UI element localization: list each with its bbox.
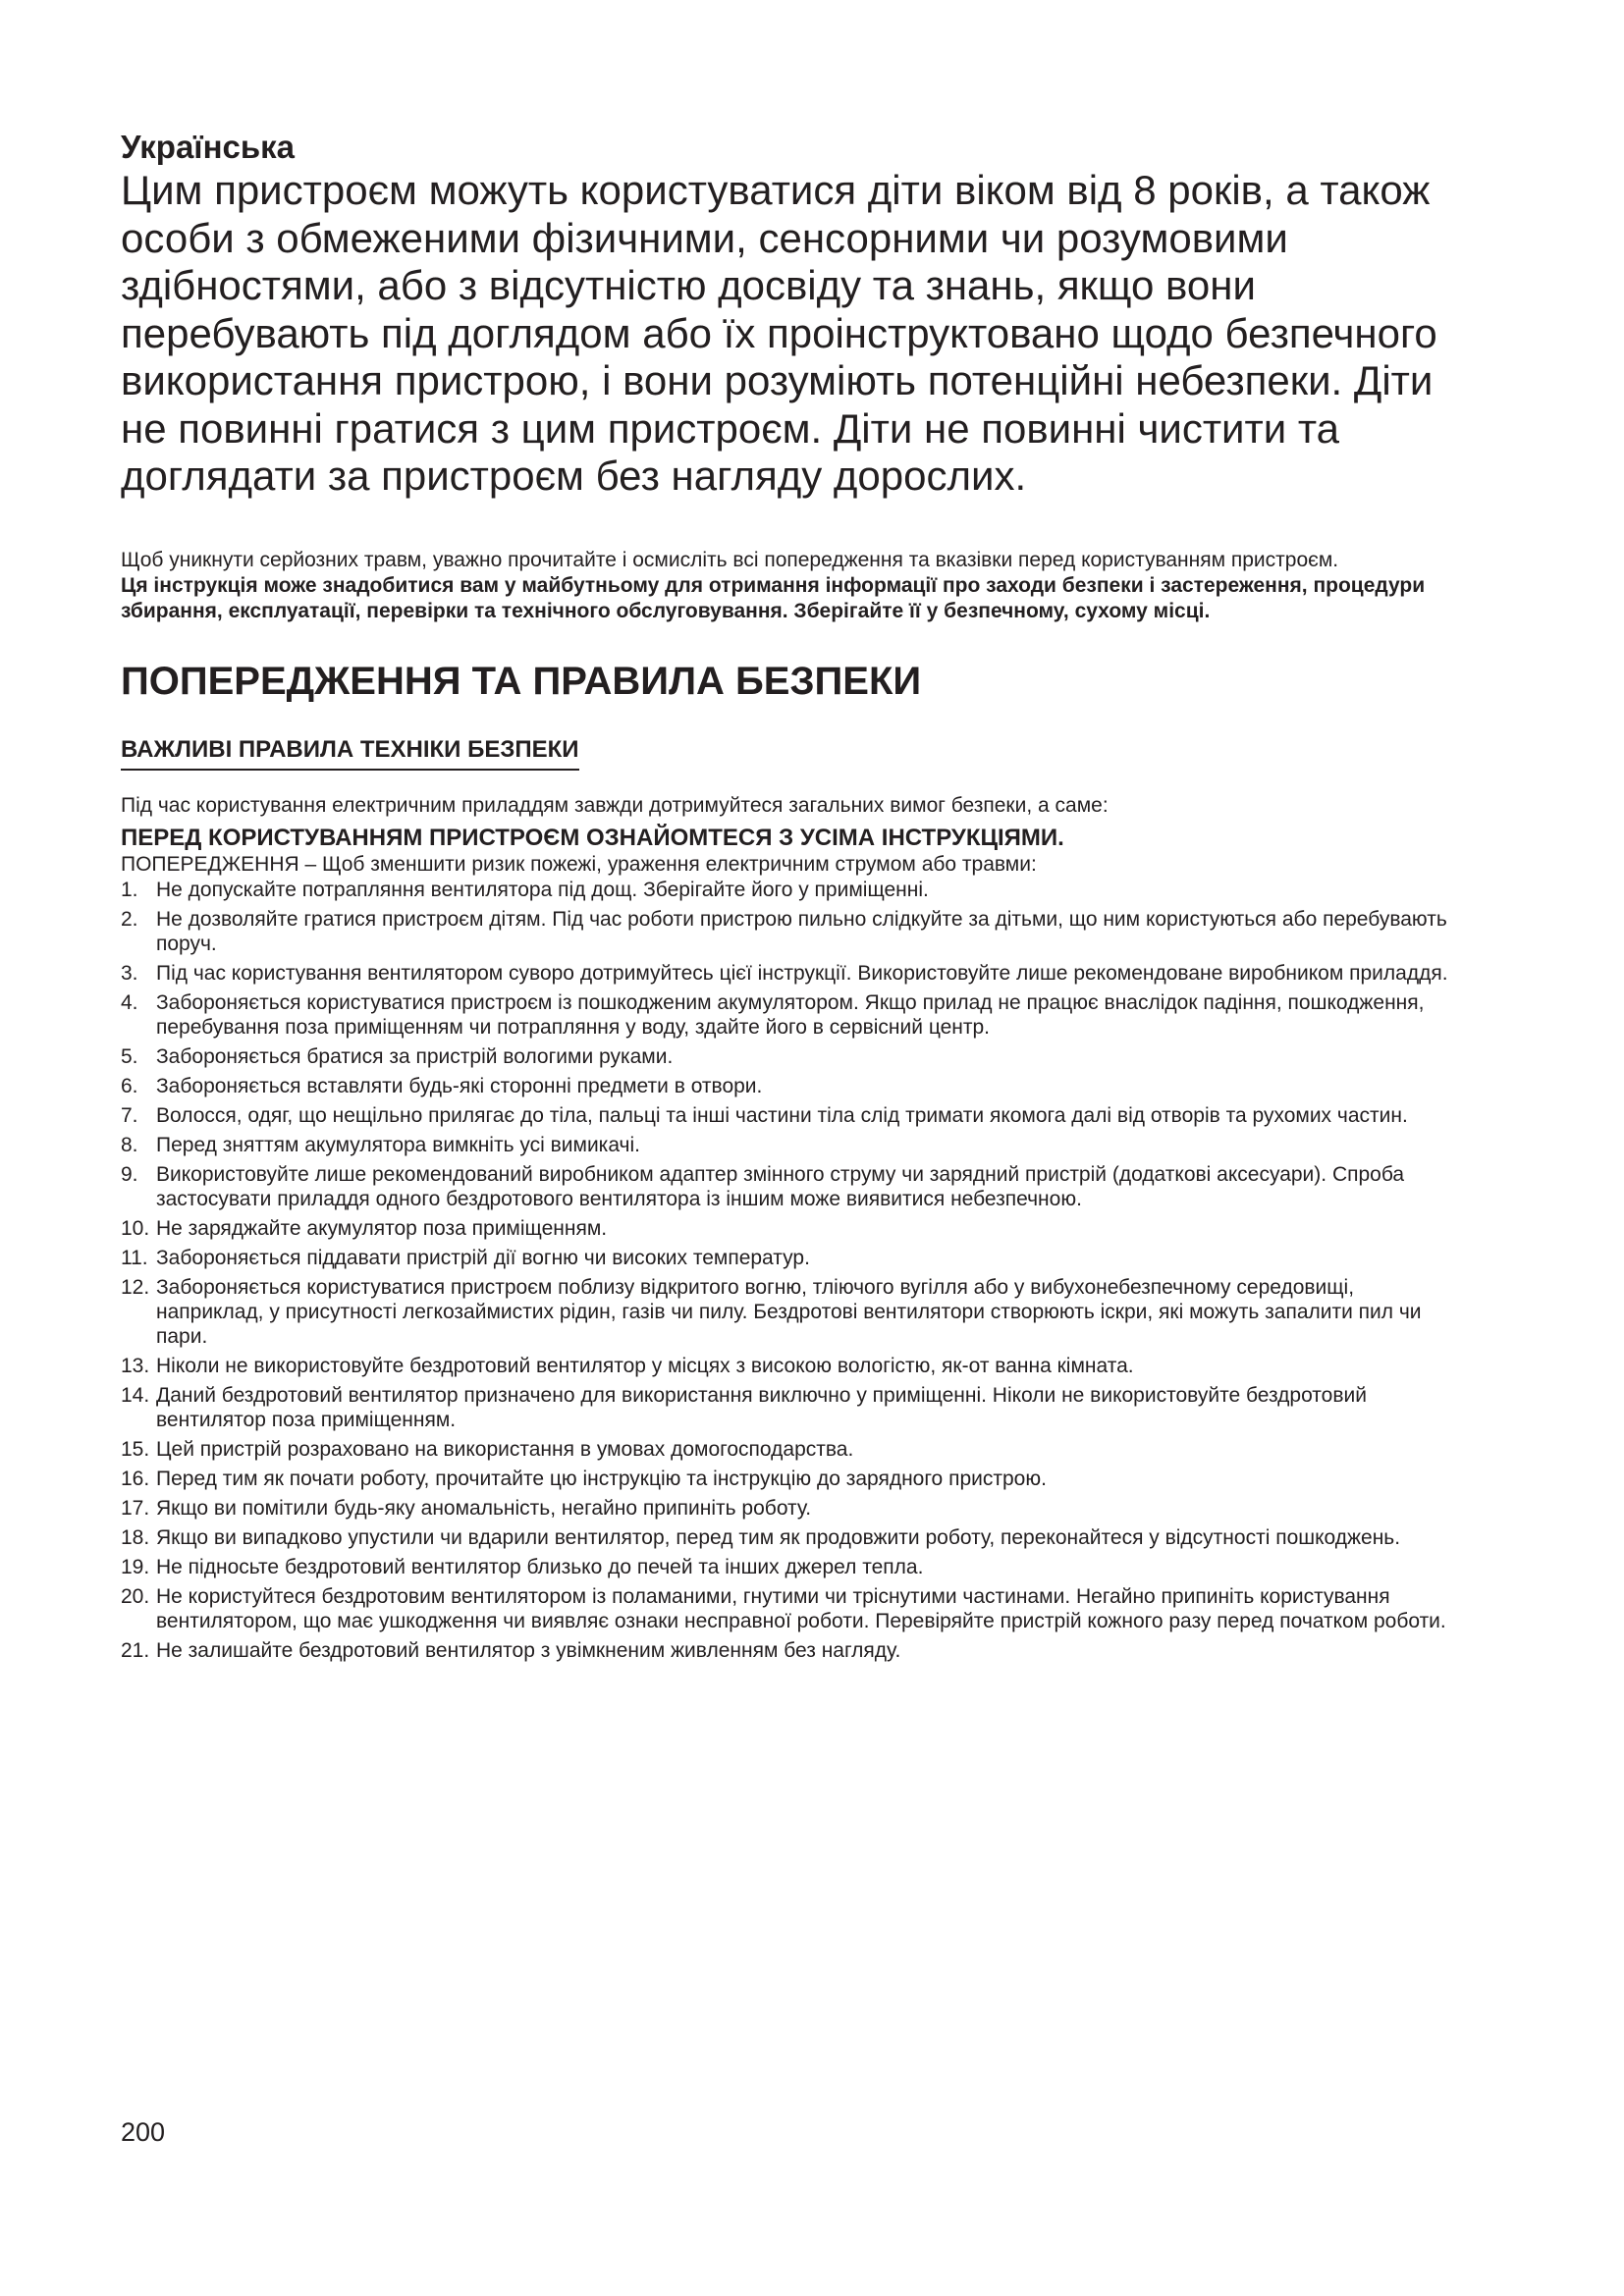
rule-text: Забороняється братися за пристрій вологими руками.	[156, 1044, 674, 1068]
rule-number: 13.	[121, 1354, 150, 1377]
rule-number: 3.	[121, 961, 138, 985]
rule-number: 16.	[121, 1467, 150, 1490]
page-number: 200	[121, 2117, 166, 2147]
rule-number: 2.	[121, 907, 138, 931]
rule-number: 9.	[121, 1162, 138, 1186]
list-item	[121, 1246, 1456, 1270]
rule-text: Волосся, одяг, що нещільно прилягає до тіла, пальці та інші частини тіла слід тримати якомога далі від отворів та рухомих частин.	[156, 1103, 1408, 1127]
read-instructions-caps: ПЕРЕД КОРИСТУВАННЯМ ПРИСТРОЄМ ОЗНАЙОМТЕСЯ З УСІМА ІНСТРУКЦІЯМИ.	[121, 824, 1064, 851]
subsection-title: ВАЖЛИВІ ПРАВИЛА ТЕХНІКИ БЕЗПЕКИ	[121, 736, 579, 771]
rule-text: Цей пристрій розраховано на використання в умовах домогосподарства.	[156, 1437, 854, 1461]
rule-number: 20.	[121, 1584, 150, 1608]
list-item	[121, 990, 1456, 1040]
rule-number: 14.	[121, 1383, 150, 1407]
rule-text: Не дозволяйте гратися пристроєм дітям. Під час роботи пристрою пильно слідкуйте за дітьми, що ним користуються або перебувають поруч.	[156, 907, 1447, 955]
rule-text: Не підносьте бездротовий вентилятор близько до печей та інших джерел тепла.	[156, 1555, 924, 1578]
rule-text: Не користуйтеся бездротовим вентилятором із поламаними, гнутими чи тріснутими частинами. Негайно припиніть користування вентилятором, що має ушкодження чи виявляє ознаки несправної роботи. Перевіряйте пристрій кожного разу перед початком роботи.	[156, 1584, 1446, 1632]
rule-text: Забороняється вставляти будь-які сторонні предмети в отвори.	[156, 1074, 763, 1097]
rule-number: 5.	[121, 1044, 138, 1068]
rule-number: 11.	[121, 1246, 148, 1269]
rule-text: Не допускайте потрапляння вентилятора під дощ. Зберігайте його у приміщенні.	[156, 878, 929, 901]
rule-text: Якщо ви випадково упустили чи вдарили вентилятор, перед тим як продовжити роботу, переконайтеся у відсутності пошкоджень.	[156, 1525, 1401, 1549]
rule-number: 12.	[121, 1275, 150, 1299]
list-item	[121, 1162, 1456, 1211]
list-item	[121, 1044, 1456, 1069]
list-item	[121, 1103, 1456, 1128]
list-item	[121, 1496, 1456, 1521]
rule-number: 17.	[121, 1496, 150, 1520]
list-item	[121, 961, 1456, 986]
rule-text: Забороняється піддавати пристрій дії вогню чи високих температур.	[156, 1246, 810, 1269]
rule-text: Забороняється користуватися пристроєм із пошкодженим акумулятором. Якщо прилад не працює внаслідок падіння, пошкодження, перебування поза приміщенням чи потрапляння у воду, здайте його в сервісний центр.	[156, 990, 1425, 1039]
rule-text: Використовуйте лише рекомендований виробником адаптер змінного струму чи зарядний пристрій (додаткові аксесуари). Спроба застосувати приладдя одного бездротового вентилятора із іншим може виявитися небезпечною.	[156, 1162, 1405, 1210]
read-warning-text: Щоб уникнути серйозних травм, уважно прочитайте і осмисліть всі попередження та вказівки перед користуванням пристроєм.	[121, 548, 1339, 571]
list-item	[121, 1584, 1456, 1633]
rule-number: 15.	[121, 1437, 150, 1461]
language-heading: Українська	[121, 129, 296, 165]
rule-number: 21.	[121, 1638, 150, 1662]
list-item	[121, 1133, 1456, 1157]
list-item	[121, 1275, 1456, 1349]
list-item	[121, 1467, 1456, 1491]
keep-manual-text: Ця інструкція може знадобитися вам у майбутньому для отримання інформації про заходи безпеки і застереження, процедури збирання, експлуатації, перевірки та технічного обслуговування. Зберігайте її у безпечному, сухому місці.	[121, 573, 1426, 622]
rule-text: Даний бездротовий вентилятор призначено для використання виключно у приміщенні. Ніколи не використовуйте бездротовий вентилятор поза приміщенням.	[156, 1383, 1367, 1431]
rule-text: Якщо ви помітили будь-яку аномальність, негайно припиніть роботу.	[156, 1496, 812, 1520]
list-item	[121, 1638, 1456, 1663]
rule-number: 4.	[121, 990, 138, 1014]
section-title: ПОПЕРЕДЖЕННЯ ТА ПРАВИЛА БЕЗПЕКИ	[121, 659, 922, 703]
rule-number: 18.	[121, 1525, 150, 1549]
intro-paragraph: Цим пристроєм можуть користуватися діти віком від 8 років, а також особи з обмеженими фізичними, сенсорними чи розумовими здібностями, або з відсутністю досвіду та знань, якщо вони перебувають під доглядом або їх проінструктовано щодо безпечного використання пристрою, і вони розуміють потенційні небезпеки. Діти не повинні гратися з цим пристроєм. Діти не повинні чистити та доглядати за пристроєм без нагляду дорослих.	[121, 167, 1437, 499]
rule-number: 19.	[121, 1555, 150, 1578]
list-item	[121, 1383, 1456, 1432]
general-note: Під час користування електричним приладдям завжди дотримуйтеся загальних вимог безпеки, а саме:	[121, 793, 1109, 817]
list-item	[121, 1525, 1456, 1550]
rule-text: Ніколи не використовуйте бездротовий вентилятор у місцях з високою вологістю, як-от ванна кімната.	[156, 1354, 1134, 1377]
list-item	[121, 1074, 1456, 1098]
rule-text: Перед тим як почати роботу, прочитайте цю інструкцію та інструкцію до зарядного пристрою.	[156, 1467, 1047, 1490]
document-page	[121, 128, 1456, 1668]
list-item	[121, 878, 1456, 902]
rule-number: 6.	[121, 1074, 138, 1097]
rule-text: Не заряджайте акумулятор поза приміщенням.	[156, 1216, 608, 1240]
rule-text: Під час користування вентилятором суворо дотримуйтесь цієї інструкції. Використовуйте лише рекомендоване виробником приладдя.	[156, 961, 1448, 985]
list-item	[121, 1216, 1456, 1241]
list-item	[121, 1555, 1456, 1579]
warning-preamble: ПОПЕРЕДЖЕННЯ – Щоб зменшити ризик пожежі, ураження електричним струмом або травми:	[121, 852, 1037, 876]
rule-text: Забороняється користуватися пристроєм поблизу відкритого вогню, тліючого вугілля або у вибухонебезпечному середовищі, наприклад, у присутності легкозаймистих рідин, газів чи пилу. Бездротові вентилятори створюють іскри, які можуть запалити пил чи пари.	[156, 1275, 1422, 1348]
rule-number: 8.	[121, 1133, 138, 1156]
rule-number: 1.	[121, 878, 138, 901]
rule-text: Не залишайте бездротовий вентилятор з увімкненим живленням без нагляду.	[156, 1638, 901, 1662]
rule-number: 7.	[121, 1103, 138, 1127]
safety-rules-list	[121, 878, 1456, 1663]
list-item	[121, 907, 1456, 956]
list-item	[121, 1437, 1456, 1462]
rule-number: 10.	[121, 1216, 150, 1240]
rule-text: Перед зняттям акумулятора вимкніть усі вимикачі.	[156, 1133, 640, 1156]
list-item	[121, 1354, 1456, 1378]
